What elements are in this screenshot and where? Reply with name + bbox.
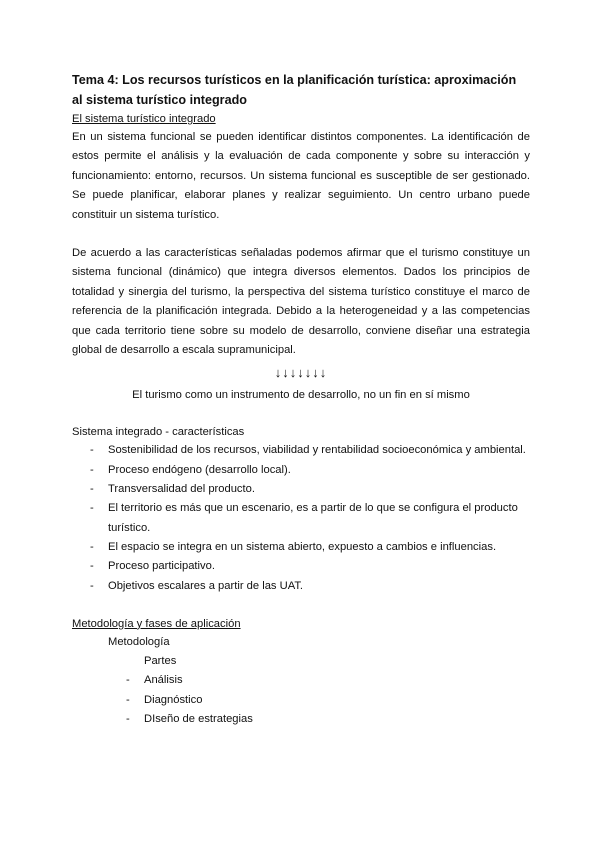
conclusion-line: El turismo como un instrumento de desarrollo, no un fin en sí mismo — [132, 389, 470, 402]
document-page — [72, 70, 530, 729]
list-item: - Proceso participativo. — [90, 560, 215, 573]
list-item: - Diagnóstico — [126, 693, 203, 706]
list-item: - Sostenibilidad de los recursos, viabilidad y rentabilidad socioeconómica y ambiental. — [90, 444, 526, 457]
down-arrows-icon: ↓↓↓↓↓↓↓ — [274, 365, 328, 381]
page-title: Tema 4: Los recursos turísticos en la planificación turística: aproximación al sistema turístico integrado — [72, 73, 517, 107]
paragraph-sistema-funcional: En un sistema funcional se pueden identificar distintos componentes. La identificación de estos permite el análisis y la evaluación de cada componente y sobre su interacción y funcionamiento: entorno, recursos. Un sistema funcional es susceptible de ser gestionado. Se puede planificar, elaborar planes y realizar seguimiento. Un centro urbano puede constituir un sistema turístico. — [72, 131, 530, 221]
section-heading-metodologia: Metodología y fases de aplicación — [72, 617, 241, 630]
caracteristicas-list — [72, 441, 530, 595]
list-item: - Transversalidad del producto. — [90, 483, 255, 496]
list-item: - Análisis — [126, 674, 183, 687]
metodologia-label: Metodología — [108, 635, 170, 648]
list-item: - El territorio es más que un escenario, es a partir de lo que se configura el producto turístico. — [90, 502, 518, 534]
list-item: - El espacio se integra en un sistema abierto, expuesto a cambios e influencias. — [90, 540, 497, 553]
paragraph-caracteristicas: De acuerdo a las características señaladas podemos afirmar que el turismo constituye un sistema funcional (dinámico) que integra diversos elementos. Dados los principios de totalidad y sinergia del turismo, la perspectiva del sistema turístico constituye el marco de referencia de la planificación integrada. Debido a la heterogeneidad y a las competencias que cada territorio tiene sobre su modelo de desarrollo, conviene diseñar una estrategia global de desarrollo a escala supramunicipal. — [72, 247, 530, 357]
list-item: - Proceso endógeno (desarrollo local). — [90, 463, 291, 476]
section-heading-sistema-turistico: El sistema turístico integrado — [72, 113, 216, 125]
partes-list — [72, 671, 530, 729]
section-heading-sistema-integrado: Sistema integrado - características — [72, 426, 245, 439]
list-item: - DIseño de estrategias — [126, 713, 253, 726]
list-item: - Objetivos escalares a partir de las UAT. — [90, 579, 304, 592]
partes-label: Partes — [144, 655, 177, 668]
